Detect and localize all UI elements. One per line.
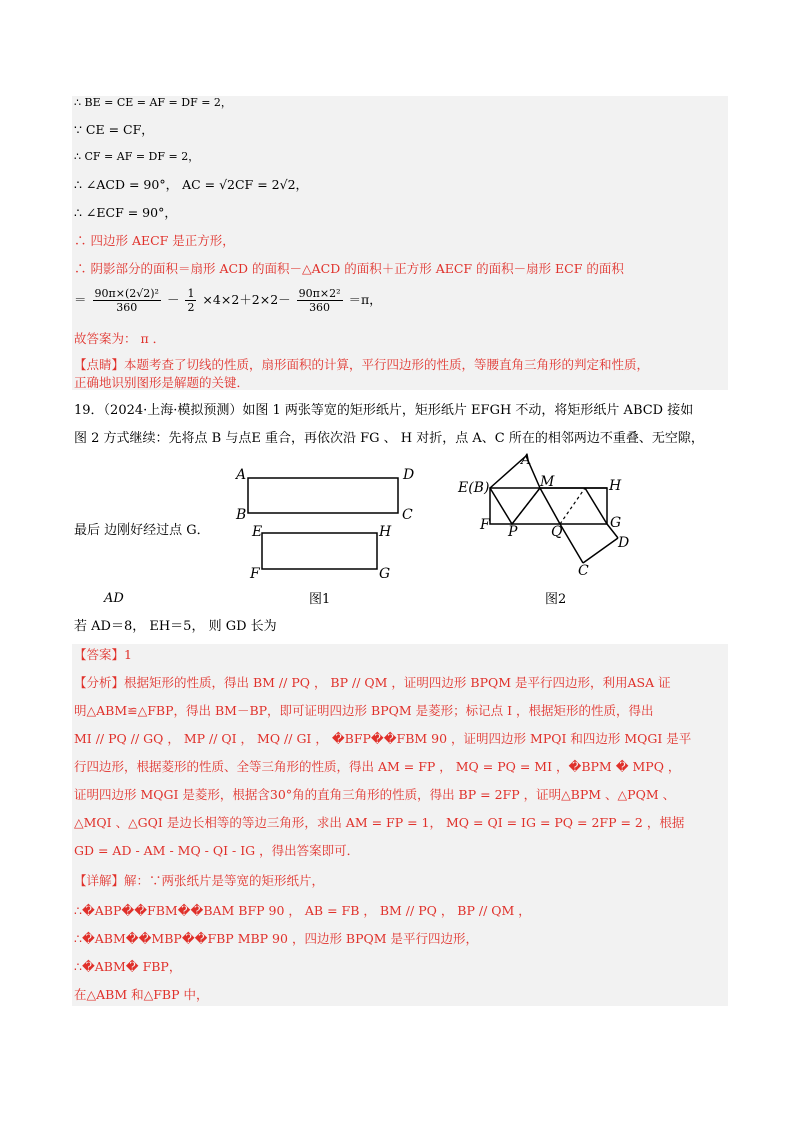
label-a-2: A [521,452,532,468]
analysis-line: GD = AD - AM - MQ - QI - IG ，得出答案即可． [74,843,360,858]
label-p: P [508,524,518,540]
strip-outline [490,456,540,524]
solution-line: ∵ CE = CF， [74,122,154,137]
figure-2-caption: 图2 [545,592,567,607]
fraction-num: 1 [187,287,195,300]
label-f-2: F [480,517,490,533]
label-a: A [236,467,247,483]
analysis-line: 【分析】根据矩形的性质，得出 BM // PQ ， BP // QM ，证明四边形 BPQM 是平行四边形，利用ASA 证 [74,675,671,690]
solution-formula [74,286,382,314]
label-c: C [402,507,413,523]
solution-line: 故答案为： π ． [74,331,166,346]
question-ad: AD [104,591,124,606]
label-h: H [379,524,392,540]
detail-line: ∴�ABM��MBP��FBP MBP 90 ，四边形 BPQM 是平行四边形， [74,931,479,946]
solution-line: ∴ 阴影部分的面积＝扇形 ACD 的面积－△ACD 的面积＋正方形 AECF 的面积－扇形 ECF 的面积 [74,261,624,276]
comment-line: 【点睛】本题考查了切线的性质，扇形面积的计算，平行四边形的性质，等腰直角三角形的判定和性质， [74,357,650,372]
label-b: B [236,507,247,523]
question-line: 19．（2024·上海·模拟预测）如图 1 两张等宽的矩形纸片，矩形纸片 EFGH 不动，将矩形纸片 ABCD 接如 [74,403,694,418]
fraction-den: 360 [116,301,138,314]
fraction-num: 90π×2² [298,287,341,300]
fraction [93,287,161,314]
label-g-2: G [610,515,622,531]
analysis-line: 证明四边形 MQGI 是菱形，根据含30°角的直角三角形的性质，得出 BP = 2FP ，证明△BPM 、△PQM 、 [74,787,676,802]
fraction [297,287,343,314]
detail-line: ∴�ABP��FBM��BAM BFP 90 ， AB = FB ， BM // PQ ， BP // QM ， [74,903,531,918]
label-d-2: D [618,535,630,551]
question-line: 若 AD＝8， EH＝5， 则 GD 长为 [74,619,277,634]
analysis-line: MI // PQ // GQ ， MP // QI ， MQ // GI ， �BFP��FBM 90 ，证明四边形 MPQI 和四边形 MQGI 是平 [74,731,692,746]
answer-line: 【答案】1 [74,647,132,662]
comment-line: 正确地识别图形是解题的关键． [74,375,250,390]
fraction-num: 90π×(2√2)² [94,287,159,300]
label-h-2: H [609,478,622,494]
detail-line: ∴�ABM� FBP， [74,959,182,974]
solution-line: ∴ BE = CE = AF = DF = 2， [74,96,232,109]
formula-op: － [166,292,180,307]
formula-end: ＝π， [348,292,382,307]
strip-side [585,488,607,524]
fraction-den: 2 [187,301,195,314]
solution-line: ∴ ∠ECF = 90°， [74,205,177,220]
label-f: F [250,566,260,582]
label-g: G [379,566,391,582]
analysis-line: 行四边形，根据菱形的性质、全等三角形的性质，得出 AM = FP ， MQ = PQ = MI ，�BPM � MPQ ， [74,759,681,774]
analysis-line: △MQI 、△GQI 是边长相等的等边三角形，求出 AM = FP = 1， MQ = QI = IG = PQ = 2FP = 2 ，根据 [74,815,685,830]
detail-line: 在△ABM 和△FBP 中， [74,987,209,1002]
fraction [185,287,196,314]
label-c-2: C [578,563,589,579]
strip-side [560,524,583,563]
rect-abcd [248,478,398,513]
fraction-den: 360 [309,301,331,314]
label-eb: E(B) [458,480,490,496]
rect-efgh-2 [490,488,607,524]
question-line: 最后 边刚好经过点 G． [74,523,210,538]
question-line: 图 2 方式继续：先将点 B 与点E 重合，再依次沿 FG 、 H 对折，点 A、C 所在的相邻两边不重叠、无空隙， [74,431,704,446]
strip-side [583,538,618,563]
analysis-line: 明△ABM≌△FBP，得出 BM－BP，即可证明四边形 BPQM 是菱形；标记点 I ，根据矩形的性质，得出 [74,703,654,718]
label-m: M [540,474,555,490]
label-e: E [252,524,263,540]
formula-eq: ＝ [74,292,87,307]
dashed-fold [560,488,585,524]
formula-op: ×4×2＋2×2－ [202,292,291,307]
strip-side [540,488,560,524]
detail-line: 【详解】解：∵两张纸片是等宽的矩形纸片， [74,873,325,888]
solution-line: ∴ CF = AF = DF = 2， [74,150,200,163]
solution-line: ∴ ∠ACD = 90°， AC = √2CF = 2√2， [74,177,309,192]
label-q: Q [551,524,563,540]
figure-1-caption: 图1 [309,592,331,607]
label-d: D [403,467,415,483]
solution-line: ∴ 四边形 AECF 是正方形， [74,233,235,248]
rect-efgh [262,533,377,569]
